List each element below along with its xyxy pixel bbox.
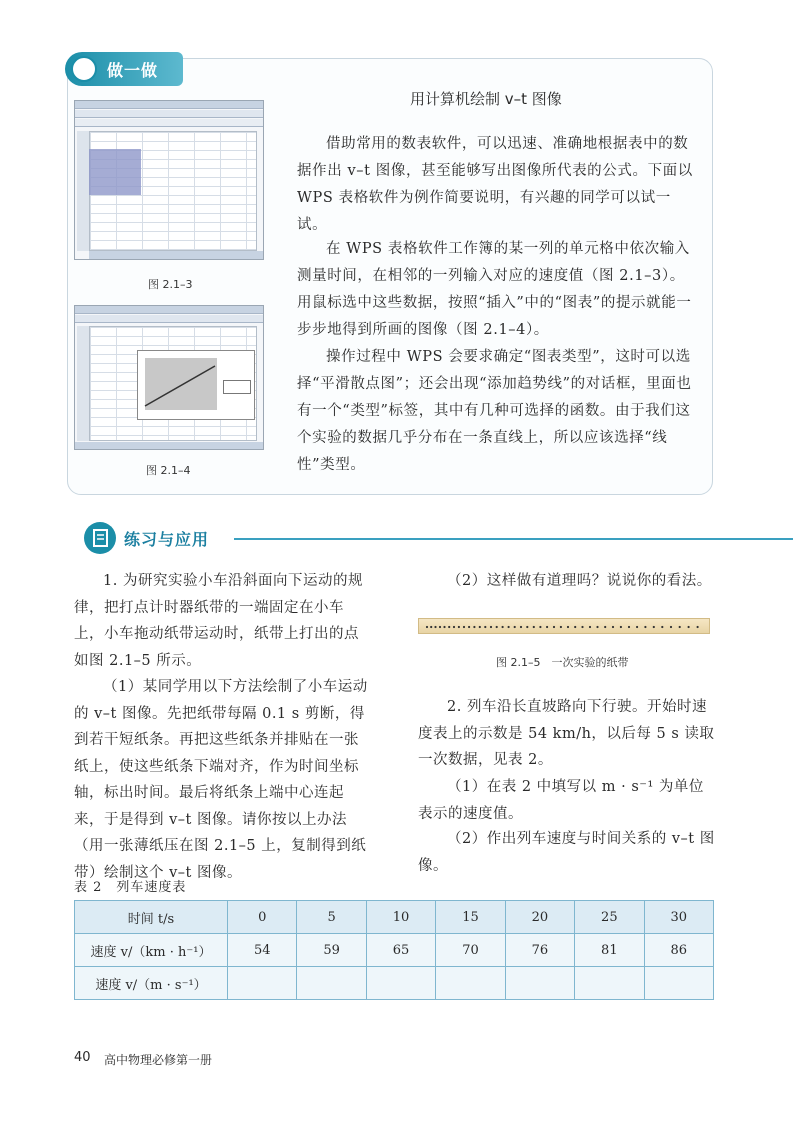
tape-dot [426,626,428,628]
tape-dot [514,626,516,628]
tape-dot [560,626,562,628]
tape-dot [546,626,548,628]
figure-2-1-4-caption: 图 2.1–4 [146,464,191,477]
tape-dot [670,626,672,628]
speed-cell: 54 [228,934,297,967]
tape-dot [628,626,630,628]
empty-cell [436,967,505,1000]
speed-cell: 70 [436,934,505,967]
tape-dot [453,626,455,628]
speed-cell: 86 [644,934,713,967]
speed-cell: 65 [366,934,435,967]
tape-dot [484,626,486,628]
tape-dot [620,626,622,628]
tape-dot [589,626,591,628]
table-row-speed-kmh [75,934,714,967]
exercise-2-part-2: （2）作出列车速度与时间关系的 v–t 图像。 [418,831,715,874]
exercise-2-part-1: （1）在表 2 中填写以 m · s⁻¹ 为单位表示的速度值。 [418,779,704,822]
time-cell: 0 [228,901,297,934]
table-title: 表 2 列车速度表 [74,880,187,895]
time-cell: 5 [297,901,366,934]
time-cell: 30 [644,901,713,934]
exercise-2: 2. 列车沿长直坡路向下行驶。开始时速度表上的示数是 54 km/h，以后每 5 s 读取一次数据，见表 2。 [418,699,715,768]
empty-cell [644,967,713,1000]
empty-cell [505,967,574,1000]
empty-cell [575,967,644,1000]
pencil-icon [71,56,97,82]
tryit-badge-label: 做一做 [107,61,159,80]
empty-cell [297,967,366,1000]
row-header-speed-ms: 速度 v/（m · s⁻¹） [75,967,228,1000]
tape-dot [539,626,541,628]
practice-heading [84,522,793,554]
tape-dot [526,626,528,628]
speed-cell: 81 [575,934,644,967]
tape-dot [458,626,460,628]
practice-heading-label: 练习与应用 [124,530,210,549]
tape-dot [502,626,504,628]
empty-cell [366,967,435,1000]
tape-dot [581,626,583,628]
tryit-badge [65,52,183,86]
row-header-time: 时间 t/s [75,901,228,934]
tape-dot [574,626,576,628]
tape-dot [604,626,606,628]
tape-dot [463,626,465,628]
tryit-paragraph-1: 借助常用的数表软件，可以迅速、准确地根据表中的数据作出 v–t 图像，甚至能够写出图像所代表的公式。下面以 WPS 表格软件为例作简要说明，有兴趣的同学可以试一试。 [297,136,693,233]
train-speed-table [74,900,714,1000]
speed-cell: 76 [505,934,574,967]
paper-tape-figure [418,618,710,634]
tape-dot [439,626,441,628]
page-number: 40 [74,1050,91,1065]
tape-dot [612,626,614,628]
tape-dot [567,626,569,628]
exercise-1-part-1: （1）某同学用以下方法绘制了小车运动的 v–t 图像。先把纸带每隔 0.1 s 剪断，得到若干短纸条。再把这些纸条并排贴在一张纸上，使这些纸条下端对齐，作为时间坐标轴，标出时间。最后将纸条上端中心连起来，于是得到 v–t 图像。请你按以上办法（用一张薄纸压在图 2.1–5 上，复制得到纸带）绘制这个 v–t 图像。 [74,679,368,881]
figure-2-1-3-caption: 图 2.1–3 [148,278,193,291]
speed-cell: 59 [297,934,366,967]
time-cell: 10 [366,901,435,934]
box-title: 用计算机绘制 v–t 图像 [410,90,562,108]
chart-screenshot [74,305,264,450]
tape-dot [508,626,510,628]
tryit-paragraph-2: 在 WPS 表格软件工作簿的某一列的单元格中依次输入测量时间，在相邻的一列输入对应的速度值（图 2.1–3）。用鼠标选中这些数据，按照“插入”中的“图表”的提示就能一步步地得到所画的图像（图 2.1–4）。 [297,241,692,338]
tape-dot [653,626,655,628]
time-cell: 25 [575,901,644,934]
tape-dot [644,626,646,628]
tape-dot [661,626,663,628]
figure-2-1-5-caption: 图 2.1–5 一次实验的纸带 [496,656,629,669]
exercise-book-icon [84,522,116,554]
empty-cell [228,967,297,1000]
time-cell: 20 [505,901,574,934]
tape-dot [479,626,481,628]
tape-dot [596,626,598,628]
exercise-1: 1. 为研究实验小车沿斜面向下运动的规律，把打点计时器纸带的一端固定在小车上，小车拖动纸带运动时，纸带上打出的点如图 2.1–5 所示。 [74,573,363,669]
tape-dot [679,626,681,628]
table-row-time [75,901,714,934]
tape-dot [688,626,690,628]
time-cell: 15 [436,901,505,934]
tape-dot [468,626,470,628]
exercise-1-part-2: （2）这样做有道理吗？说说你的看法。 [447,573,712,589]
tape-dot [434,626,436,628]
table-row-speed-ms [75,967,714,1000]
book-title: 高中物理必修第一册 [104,1053,213,1067]
tryit-paragraph-3: 操作过程中 WPS 会要求确定“图表类型”，这时可以选择“平滑散点图”；还会出现“添加趋势线”的对话框，里面也有一个“类型”标签，其中有几种可选择的函数。由于我们这个实验的数据几乎分布在一条直线上，所以应该选择“线性”类型。 [297,349,692,473]
row-header-speed-kmh: 速度 v/（km · h⁻¹） [75,934,228,967]
tape-dot [448,626,450,628]
tape-dot [473,626,475,628]
tape-dot [697,626,699,628]
heading-rule [234,538,793,540]
tape-dot [520,626,522,628]
tape-dot [443,626,445,628]
tape-dot [553,626,555,628]
spreadsheet-screenshot [74,100,264,260]
tape-dot [533,626,535,628]
tape-dot [496,626,498,628]
tape-dot [430,626,432,628]
tape-dot [490,626,492,628]
tape-dot [636,626,638,628]
